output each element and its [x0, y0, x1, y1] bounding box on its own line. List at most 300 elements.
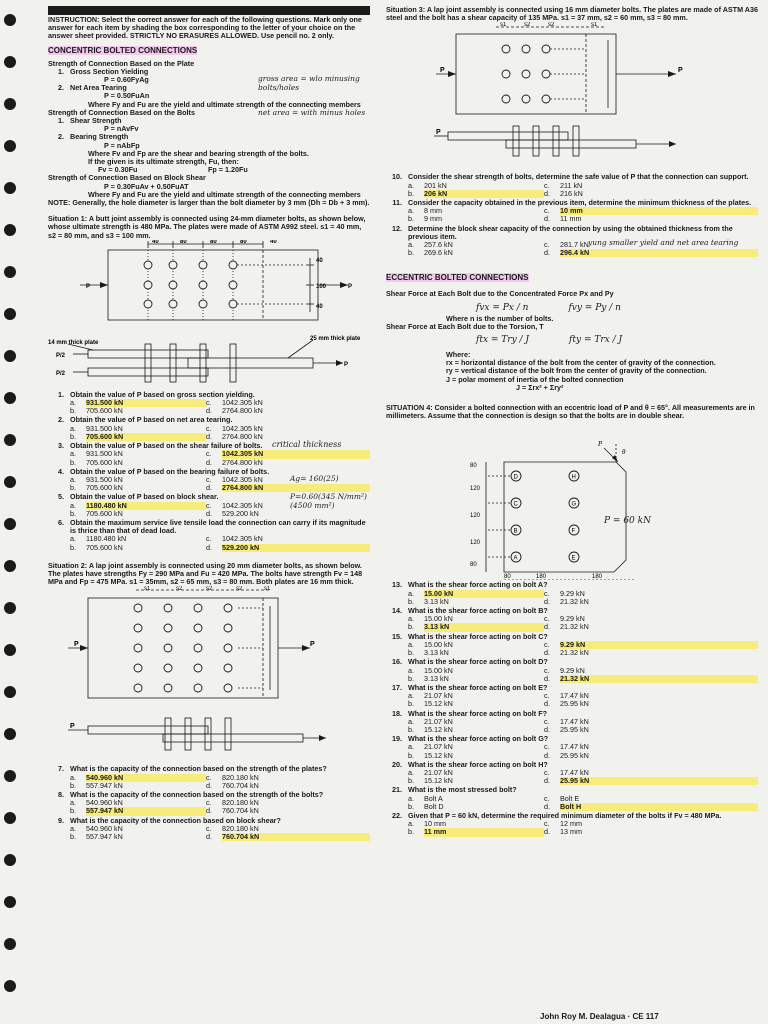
choice-letter[interactable]: a.: [408, 639, 414, 649]
choice-letter[interactable]: c.: [544, 180, 550, 190]
choice-letter[interactable]: c.: [206, 398, 212, 408]
choice-d[interactable]: 25.95 kN: [560, 777, 758, 785]
choice-letter[interactable]: b.: [408, 724, 414, 734]
choice-letter[interactable]: c.: [206, 823, 212, 833]
binder-hole: [4, 266, 16, 278]
choice-c[interactable]: 9.29 kN: [560, 588, 585, 598]
dim-label: s2: [524, 22, 531, 29]
choice-letter[interactable]: d.: [206, 431, 212, 441]
situation-3-text: Situation 3: A lap joint assembly is connected using 16 mm diameter bolts. The plates are made of ASTM A36 steel and the bolt has a shear capacity of 135 MPa. s1 = 37 mm, s2 = 60 mm, s3 = 80 mm.: [386, 5, 758, 23]
question-item: [386, 199, 758, 224]
hole-note: NOTE: Generally, the hole diameter is larger than the bolt diameter by 3 mm (Dh = Db + 3 mm).: [48, 198, 370, 208]
bolt-hole: [542, 95, 550, 103]
choice-d[interactable]: 21.32 kN: [560, 648, 589, 658]
choice-b[interactable]: 15.12 kN: [424, 776, 453, 786]
choice-letter[interactable]: a.: [408, 665, 414, 675]
binder-hole: [4, 476, 16, 488]
choice-letter[interactable]: c.: [544, 691, 550, 701]
choice-letter[interactable]: b.: [408, 622, 414, 632]
choice-letter[interactable]: d.: [544, 248, 550, 258]
choice-letter[interactable]: a.: [70, 534, 76, 544]
choice-d[interactable]: 21.32 kN: [560, 622, 589, 632]
eccentric-title: ECCENTRIC BOLTED CONNECTIONS: [386, 273, 529, 283]
choice-a[interactable]: 21.07 kN: [424, 691, 453, 701]
fv-formulas: [386, 301, 758, 315]
choice-d[interactable]: 11 mm: [560, 214, 582, 224]
question-text: Obtain the value of P based on block shear.: [70, 492, 219, 502]
question-number: 6.: [58, 517, 64, 527]
choice-letter[interactable]: c.: [206, 798, 212, 808]
choice-letter[interactable]: d.: [544, 724, 550, 734]
choice-letter[interactable]: b.: [70, 780, 76, 790]
p-side-label: P: [344, 361, 349, 368]
choice-d[interactable]: 529.200 kN: [222, 508, 259, 518]
situation-1-text: Situation 1: A butt joint assembly is connected using 24-mm diameter bolts, as shown below, whose ultimate strength is 480 MPa. The plates were made of ASTM A992 steel. s1 = 40 mm, s2 = 80 mm, and s3 = 100 mm.: [48, 214, 366, 240]
bolt-hole: [134, 624, 142, 632]
choice-letter[interactable]: b.: [70, 483, 76, 493]
bolts-heading: Strength of Connection Based on the Bolts: [48, 107, 195, 117]
question-text: What is the shear force acting on bolt E?: [408, 682, 548, 692]
question-number: 1.: [58, 389, 64, 399]
choice-letter[interactable]: c.: [544, 819, 550, 829]
binder-hole: [4, 602, 16, 614]
question-text: Determine the block shear capacity of the connection by using the obtained thickness from the previous item.: [408, 223, 733, 241]
dim-label: s2: [176, 586, 183, 593]
choice-c[interactable]: 1042.305 kN: [222, 450, 370, 458]
choice-letter[interactable]: a.: [70, 772, 76, 782]
bolts-where: Where Fv and Fp are the shear and bearing strength of the bolts.: [88, 148, 309, 158]
choice-letter[interactable]: c.: [544, 206, 550, 216]
bolt-hole: [522, 45, 530, 53]
where-label: Where:: [446, 350, 471, 360]
choice-b[interactable]: 705.600 kN: [86, 406, 123, 416]
choice-letter[interactable]: d.: [206, 508, 212, 518]
choice-d[interactable]: 760.704 kN: [222, 833, 370, 841]
choice-letter[interactable]: d.: [544, 750, 550, 760]
binder-hole: [4, 308, 16, 320]
binder-hole: [4, 140, 16, 152]
choice-b[interactable]: 9 mm: [424, 214, 442, 224]
bolt-label: G: [571, 501, 577, 508]
choice-letter[interactable]: a.: [408, 588, 414, 598]
choice-letter[interactable]: a.: [408, 206, 414, 216]
choice-b[interactable]: 705.600 kN: [86, 457, 123, 467]
question-text: What is the shear force acting on bolt D?: [408, 657, 548, 667]
choice-b[interactable]: 15.12 kN: [424, 750, 453, 760]
choice-d[interactable]: 25.95 kN: [560, 699, 589, 709]
choice-b[interactable]: 557.947 kN: [86, 780, 123, 790]
choice-letter[interactable]: b.: [70, 406, 76, 416]
question-text: Obtain the value of P based on gross section yielding.: [70, 389, 255, 399]
ft-formulas: [386, 333, 758, 347]
choice-letter[interactable]: d.: [544, 699, 550, 709]
choice-c[interactable]: 9.29 kN: [560, 641, 758, 649]
question-number: 3.: [58, 441, 64, 451]
choice-letter[interactable]: c.: [206, 772, 212, 782]
question-number: 16.: [392, 657, 402, 667]
choice-b[interactable]: 3.13 kN: [424, 623, 544, 631]
question-number: 17.: [392, 682, 402, 692]
choice-letter[interactable]: d.: [206, 831, 212, 841]
choice-c[interactable]: 281.7 kN: [560, 240, 589, 250]
choice-a[interactable]: 540.960 kN: [86, 774, 206, 782]
choice-letter[interactable]: c.: [544, 793, 550, 803]
choice-letter[interactable]: c.: [206, 423, 212, 433]
situation-2-text: Situation 2: A lap joint assembly is connected using 20 mm diameter bolts, as shown below. The plates have strengths Fy = 290 MPa and Fu = 420 MPa. The bolts have strength Fv = 148 MPa and Fp = 475 MPa. s1 = 35mm, s2 = 65 mm, s3 = 80 mm. Both plates are 16 mm thick.: [48, 560, 363, 587]
question-item: [386, 173, 758, 198]
choice-c[interactable]: 1042.305 kN: [222, 474, 263, 484]
choice-a[interactable]: 15.00 kN: [424, 614, 453, 624]
situation-4-text: SITUATION 4: Consider a bolted connection with an eccentric load of P and θ = 65°. All measurements are in millimeters. Assume that the connection is design so that the bolts are in double shear.: [386, 403, 755, 421]
choice-c[interactable]: 17.47 kN: [560, 716, 589, 726]
choice-row: [48, 807, 370, 815]
choice-letter[interactable]: d.: [544, 673, 550, 683]
choice-letter[interactable]: a.: [408, 180, 414, 190]
choice-letter[interactable]: b.: [408, 188, 414, 198]
choice-letter[interactable]: b.: [408, 648, 414, 658]
bolt-hole: [502, 45, 510, 53]
choice-c[interactable]: 1042.305 kN: [222, 398, 263, 408]
choice-d[interactable]: 216 kN: [560, 188, 583, 198]
choice-letter[interactable]: a.: [70, 423, 76, 433]
choice-c[interactable]: 17.47 kN: [560, 767, 589, 777]
choice-row: [386, 700, 758, 708]
choice-b[interactable]: 15.12 kN: [424, 724, 453, 734]
choice-letter[interactable]: b.: [70, 806, 76, 816]
choice-letter[interactable]: b.: [70, 831, 76, 841]
choice-c[interactable]: 1042.305 kN: [222, 534, 263, 544]
choice-a[interactable]: Bolt A: [424, 793, 443, 803]
hand-p60: P = 60 kN: [604, 516, 651, 526]
choice-d[interactable]: 296.4 kN: [560, 249, 758, 257]
choice-a[interactable]: 931.500 kN: [86, 423, 123, 433]
p-half-top-label: P/2: [56, 352, 66, 359]
choice-letter[interactable]: a.: [408, 819, 414, 829]
choice-a[interactable]: 540.960 kN: [86, 823, 123, 833]
choice-letter[interactable]: b.: [70, 542, 76, 552]
gross-formula: P = 0.60FyAg: [104, 75, 149, 85]
choice-letter[interactable]: a.: [70, 398, 76, 408]
load-label: P: [678, 67, 683, 75]
bolt-hole: [542, 45, 550, 53]
hand-smaller: yung smaller yield and net area tearing: [588, 238, 739, 247]
choice-letter[interactable]: b.: [408, 214, 414, 224]
choice-letter[interactable]: a.: [408, 742, 414, 752]
choice-b[interactable]: 269.6 kN: [424, 248, 453, 258]
choice-c[interactable]: 17.47 kN: [560, 742, 589, 752]
block-formula: P = 0.30FuAv + 0.50FuAT: [104, 181, 189, 191]
binder-hole: [4, 56, 16, 68]
choice-d[interactable]: Bolt H: [560, 803, 758, 811]
choice-letter[interactable]: d.: [544, 622, 550, 632]
question-text: What is the shear force acting on bolt B?: [408, 606, 548, 616]
choice-a[interactable]: 1180.480 kN: [86, 502, 206, 510]
choice-row: [386, 623, 758, 631]
choice-c[interactable]: Bolt E: [560, 793, 580, 803]
choice-d[interactable]: 529.200 kN: [222, 544, 370, 552]
question-number: 10.: [392, 172, 402, 182]
choice-c[interactable]: 820.180 kN: [222, 798, 259, 808]
choice-c[interactable]: 10 mm: [560, 207, 758, 215]
dim-label: 40: [270, 239, 277, 245]
choice-letter[interactable]: b.: [408, 248, 414, 258]
bolt-hole: [194, 684, 202, 692]
choice-a[interactable]: 931.500 kN: [86, 449, 123, 459]
bolt-hole: [224, 684, 232, 692]
choice-letter[interactable]: d.: [206, 483, 212, 493]
choice-b[interactable]: 3.13 kN: [424, 596, 449, 606]
question-number: 9.: [58, 815, 64, 825]
question-number: 20.: [392, 759, 402, 769]
dim-label: 80: [240, 239, 247, 245]
bolt-label: B: [513, 528, 518, 535]
choice-c[interactable]: 211 kN: [560, 180, 583, 190]
block-heading: Strength of Connection Based on Block Shear: [48, 173, 206, 183]
choice-d[interactable]: 21.32 kN: [560, 596, 589, 606]
choice-letter[interactable]: c.: [544, 588, 550, 598]
choice-letter[interactable]: a.: [408, 614, 414, 624]
bearing-formula: P = nAbFp: [104, 140, 140, 150]
choice-letter[interactable]: d.: [544, 827, 550, 837]
dim-label: s2: [236, 586, 243, 593]
choice-d[interactable]: 2764.800 kN: [222, 431, 263, 441]
ry-def: ry = vertical distance of the bolt from the center of gravity of the connection.: [446, 366, 707, 376]
bolt-hole: [194, 644, 202, 652]
choice-letter[interactable]: a.: [70, 500, 76, 510]
binder-hole: [4, 518, 16, 530]
question-item: [386, 607, 758, 632]
question-item: [386, 710, 758, 735]
load-label: P: [74, 641, 79, 649]
question-item: [386, 812, 758, 837]
choice-letter[interactable]: d.: [206, 806, 212, 816]
question-item: [386, 581, 758, 606]
question-number: 8.: [58, 789, 64, 799]
dim-label: 80: [210, 239, 217, 245]
choice-letter[interactable]: d.: [206, 542, 212, 552]
choice-letter[interactable]: a.: [408, 716, 414, 726]
choice-letter[interactable]: b.: [70, 508, 76, 518]
choice-letter[interactable]: c.: [544, 240, 550, 250]
choice-c[interactable]: 820.180 kN: [222, 823, 259, 833]
choice-letter[interactable]: d.: [206, 457, 212, 467]
question-text: Consider the shear strength of bolts, determine the safe value of P that the connection can support.: [408, 172, 749, 182]
question-item: [386, 633, 758, 658]
choice-b[interactable]: 705.600 kN: [86, 542, 123, 552]
choice-letter[interactable]: d.: [544, 776, 550, 786]
bolt-hole: [542, 70, 550, 78]
bolt-label: D: [513, 474, 518, 481]
j-formula: J = Σrx² + Σry²: [516, 382, 564, 392]
choice-letter[interactable]: a.: [408, 691, 414, 701]
tors-heading: Shear Force at Each Bolt due to the Torsion, T: [386, 321, 544, 331]
choice-b[interactable]: 557.947 kN: [86, 831, 123, 841]
question-item: [386, 684, 758, 709]
question-text: What is the shear force acting on bolt F?: [408, 708, 547, 718]
choice-letter[interactable]: b.: [408, 673, 414, 683]
choice-d[interactable]: 25.95 kN: [560, 724, 589, 734]
choice-c[interactable]: 1042.305 kN: [222, 423, 263, 433]
binder-holes: [0, 0, 22, 1024]
choice-letter[interactable]: a.: [70, 474, 76, 484]
ftx-formula: ftx = Try / J: [476, 335, 530, 346]
choice-b[interactable]: 3.13 kN: [424, 673, 449, 683]
question-text: What is the shear force acting on bolt H?: [408, 759, 548, 769]
choice-a[interactable]: 257.6 kN: [424, 240, 453, 250]
bearing-item: 2. Bearing Strength: [58, 132, 129, 142]
choice-b[interactable]: 557.947 kN: [86, 807, 206, 815]
choice-row: [48, 782, 370, 790]
choice-a[interactable]: 21.07 kN: [424, 767, 453, 777]
choice-row: [48, 544, 370, 552]
choice-letter[interactable]: b.: [408, 699, 414, 709]
choice-b[interactable]: 11 mm: [424, 828, 544, 836]
choice-row: [386, 249, 758, 257]
question-stem: [48, 519, 370, 535]
binder-hole: [4, 896, 16, 908]
ultimate-line: If the given is its ultimate strength, Fu, then:: [88, 157, 239, 167]
choice-a[interactable]: 15.00 kN: [424, 665, 453, 675]
question-text: What is the most stressed bolt?: [408, 785, 517, 795]
choice-letter[interactable]: c.: [206, 534, 212, 544]
question-text: Obtain the value of P based on the shear failure of bolts.: [70, 441, 263, 451]
choice-letter[interactable]: c.: [206, 449, 212, 459]
choice-c[interactable]: 12 mm: [560, 819, 582, 829]
choice-row: [48, 407, 370, 415]
choice-letter[interactable]: b.: [408, 827, 414, 837]
choice-a[interactable]: 540.960 kN: [86, 798, 123, 808]
choice-letter[interactable]: c.: [544, 614, 550, 624]
load-label: P: [440, 67, 445, 75]
bolt-label: C: [513, 501, 518, 508]
choice-a[interactable]: 931.500 kN: [86, 399, 206, 407]
choice-letter[interactable]: d.: [206, 406, 212, 416]
choice-a[interactable]: 15.00 kN: [424, 590, 544, 598]
choice-letter[interactable]: c.: [544, 742, 550, 752]
bolt-hole: [164, 644, 172, 652]
choice-a[interactable]: 201 kN: [424, 180, 447, 190]
choice-d[interactable]: 2764.800 kN: [222, 406, 263, 416]
choice-a[interactable]: 931.500 kN: [86, 474, 123, 484]
binder-hole: [4, 224, 16, 236]
choice-a[interactable]: 10 mm: [424, 819, 446, 829]
choice-b[interactable]: 15.12 kN: [424, 699, 453, 709]
choice-letter[interactable]: d.: [544, 801, 550, 811]
choice-b[interactable]: 705.600 kN: [86, 433, 206, 441]
choice-letter[interactable]: c.: [544, 716, 550, 726]
choice-letter[interactable]: c.: [544, 639, 550, 649]
choice-letter[interactable]: d.: [544, 214, 550, 224]
choice-a[interactable]: 21.07 kN: [424, 742, 453, 752]
bolt-hole: [502, 95, 510, 103]
choice-a[interactable]: 8 mm: [424, 206, 442, 216]
choice-a[interactable]: 1180.480 kN: [86, 534, 127, 544]
choice-c[interactable]: 9.29 kN: [560, 665, 585, 675]
question-number: 7.: [58, 764, 64, 774]
choice-d[interactable]: 760.704 kN: [222, 806, 259, 816]
side-dim-label: 40: [316, 303, 323, 310]
choice-c[interactable]: 820.180 kN: [222, 772, 259, 782]
question-number: 5.: [58, 492, 64, 502]
choice-letter[interactable]: b.: [408, 801, 414, 811]
choice-d[interactable]: 2764.800 kN: [222, 457, 263, 467]
choice-a[interactable]: 15.00 kN: [424, 639, 453, 649]
choice-b[interactable]: 705.600 kN: [86, 508, 123, 518]
choice-c[interactable]: 9.29 kN: [560, 614, 585, 624]
binder-hole: [4, 560, 16, 572]
choice-row: [386, 190, 758, 198]
choice-row: [386, 828, 758, 836]
choice-d[interactable]: 13 mm: [560, 827, 582, 837]
choice-letter[interactable]: a.: [408, 240, 414, 250]
choice-letter[interactable]: b.: [70, 457, 76, 467]
bolt-hole: [522, 70, 530, 78]
choice-b[interactable]: 3.13 kN: [424, 648, 449, 658]
choice-d[interactable]: 21.32 kN: [560, 675, 758, 683]
choice-letter[interactable]: a.: [408, 793, 414, 803]
choice-letter[interactable]: d.: [206, 780, 212, 790]
choice-d[interactable]: 760.704 kN: [222, 780, 259, 790]
question-text: What is the shear force acting on bolt A?: [408, 580, 548, 590]
question-number: 11.: [392, 198, 402, 208]
questions-13-22: [386, 581, 758, 836]
choice-letter[interactable]: a.: [70, 449, 76, 459]
choice-d[interactable]: 2764.800 kN: [222, 484, 370, 492]
binder-hole: [4, 770, 16, 782]
choice-b[interactable]: Bolt D: [424, 801, 444, 811]
choice-letter[interactable]: d.: [544, 188, 550, 198]
bolt-hole: [194, 624, 202, 632]
choice-letter[interactable]: b.: [408, 776, 414, 786]
choice-letter[interactable]: c.: [206, 474, 212, 484]
choice-c[interactable]: 17.47 kN: [560, 691, 589, 701]
question-item: [48, 519, 370, 552]
choice-letter[interactable]: c.: [544, 665, 550, 675]
choice-a[interactable]: 21.07 kN: [424, 716, 453, 726]
plate-where: Where Fy and Fu are the yield and ultimate strength of the connecting members: [88, 99, 361, 109]
choice-c[interactable]: 1042.305 kN: [222, 500, 263, 510]
choice-b[interactable]: 206 kN: [424, 190, 544, 198]
choice-letter[interactable]: c.: [206, 500, 212, 510]
bolt-hole: [164, 684, 172, 692]
binder-hole: [4, 14, 16, 26]
question-item: [386, 761, 758, 786]
choice-d[interactable]: 25.95 kN: [560, 750, 589, 760]
choice-letter[interactable]: c.: [544, 767, 550, 777]
choice-letter[interactable]: a.: [70, 798, 76, 808]
choice-letter[interactable]: b.: [408, 596, 414, 606]
binder-hole: [4, 728, 16, 740]
fty-formula: fty = Trx / J: [569, 335, 623, 346]
load-label: P: [310, 641, 315, 649]
question-item: [48, 817, 370, 842]
choice-letter[interactable]: a.: [70, 823, 76, 833]
hand-gross-note: gross area = wlo minusing bolts/holes: [258, 74, 360, 92]
choice-letter[interactable]: d.: [544, 648, 550, 658]
footer-author: John Roy M. Dealagua · CE 117: [540, 1012, 659, 1021]
choice-letter[interactable]: d.: [544, 596, 550, 606]
choice-b[interactable]: 705.600 kN: [86, 483, 123, 493]
question-item: [48, 791, 370, 816]
question-item: [386, 658, 758, 683]
choice-letter[interactable]: b.: [408, 750, 414, 760]
dim-label: s1: [591, 22, 598, 29]
question-text: What is the shear force acting on bolt G?: [408, 734, 549, 744]
choice-letter[interactable]: a.: [408, 767, 414, 777]
instruction-text: INSTRUCTION: Select the correct answer for each of the following questions. Mark only one answer for each item by shading the box corresponding to the letter of your choice on the answer sheet provided. STRICTLY NO ERASURES ALLOWED. Use pencil no. 2 only.: [48, 6, 370, 41]
fvy-formula: fvy = Py / n: [568, 302, 621, 313]
choice-letter[interactable]: b.: [70, 431, 76, 441]
